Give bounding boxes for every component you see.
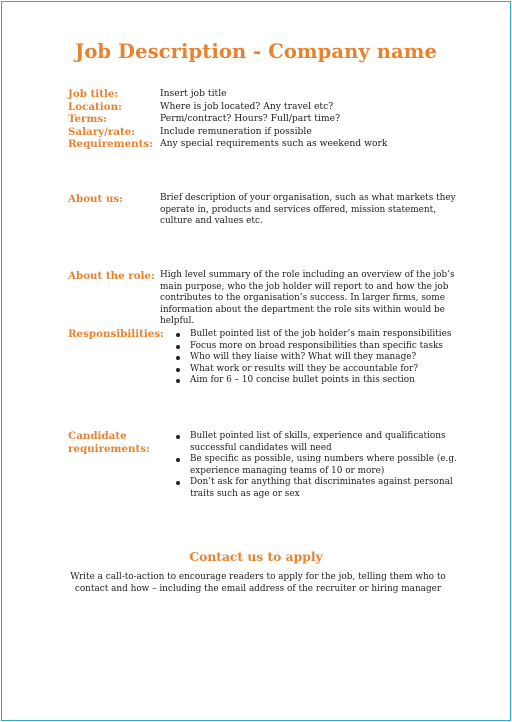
terms-value: Perm/contract? Hours? Full/part time? xyxy=(160,113,340,124)
salary-value: Include remuneration if possible xyxy=(160,125,312,137)
page-title: Job Description - Company name xyxy=(75,40,437,63)
bullet-icon xyxy=(176,379,180,383)
list-item: What work or results will they be accountable for? xyxy=(160,364,460,376)
bullet-icon xyxy=(176,333,180,337)
about-us-label: About us: xyxy=(68,193,123,205)
responsibilities-list xyxy=(160,329,460,387)
document-page xyxy=(1,1,511,721)
candidate-label-line2: requirements: xyxy=(68,442,150,455)
responsibilities-label: Responsibilities: xyxy=(68,328,164,340)
bullet-icon xyxy=(176,458,180,462)
candidate-label-line1: Candidate xyxy=(68,430,127,442)
bullet-icon xyxy=(176,345,180,349)
contact-text: Write a call-to-action to encourage readers to apply for the job, telling them who to contact and how – including the email address of the recruiter or hiring manager xyxy=(70,572,446,594)
about-role-text: High level summary of the role including an overview of the job’s main purpose, who the job holder will report to and how the job contributes to the organisation’s success. In larger firms, some information about the department the role sits within would be helpful. xyxy=(160,270,455,327)
terms-label: Terms: xyxy=(68,113,107,125)
about-role-label: About the role: xyxy=(68,270,155,282)
bullet-icon xyxy=(176,435,180,439)
list-item: Who will they liaise with? What will they manage? xyxy=(160,352,460,364)
contact-title: Contact us to apply xyxy=(189,549,323,564)
bullet-icon xyxy=(176,368,180,372)
list-item: Be specific as possible, using numbers where possible (e.g. experience managing teams of 10 or more) xyxy=(160,454,460,477)
bullet-icon xyxy=(176,356,180,360)
requirements-label: Requirements: xyxy=(68,138,153,150)
list-item: Bullet pointed list of skills, experience and qualifications successful candidates will need xyxy=(160,431,460,454)
list-item: Focus more on broad responsibilities than specific tasks xyxy=(160,341,460,353)
list-item: Don’t ask for anything that discriminates against personal traits such as age or sex xyxy=(160,477,460,500)
bullet-icon xyxy=(176,481,180,485)
list-item: Aim for 6 – 10 concise bullet points in this section xyxy=(160,375,460,387)
about-us-text: Brief description of your organisation, such as what markets they operate in, products and services offered, mission statement, culture and values etc. xyxy=(160,193,456,227)
list-item: Bullet pointed list of the job holder’s main responsibilities xyxy=(160,329,460,341)
job-title-value: Insert job title xyxy=(160,88,227,99)
salary-label: Salary/rate: xyxy=(68,125,136,138)
candidate-requirements-list xyxy=(160,431,460,501)
location-value: Where is job located? Any travel etc? xyxy=(160,100,334,112)
job-title-label: Job title: xyxy=(68,88,119,100)
requirements-value: Any special requirements such as weekend work xyxy=(160,138,388,149)
location-label: Location: xyxy=(68,100,122,113)
